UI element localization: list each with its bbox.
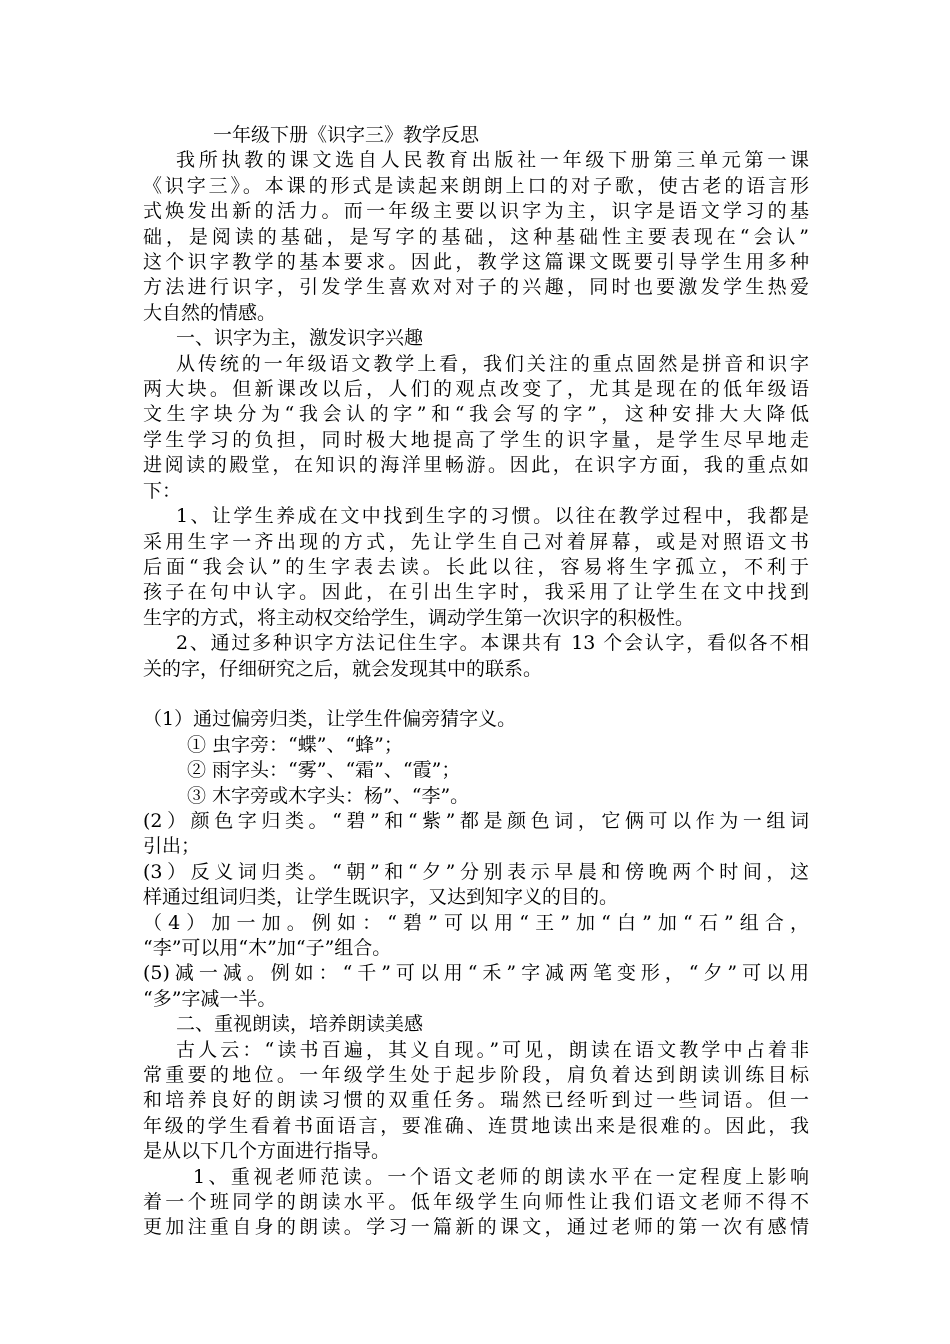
- paragraph-line: 下：: [143, 479, 182, 502]
- paragraph-line: 1、重视老师范读。一个语文老师的朗读水平在一定程度上影响: [193, 1165, 809, 1188]
- paragraph-line: 古人云：“读书百遍，其义自现。”可见，朗读在语文教学中占着非: [176, 1038, 809, 1061]
- list-subitem: ③ 木字旁或木字头：杨”、“李”。: [187, 784, 470, 807]
- list-item: (5)减一减。例如：“千”可以用“禾”字减两笔变形，“夕”可以用: [143, 962, 809, 985]
- section-heading: 二、重视朗读，培养朗读美感: [176, 1013, 424, 1036]
- document-body: [143, 123, 809, 1241]
- list-item: （4）加一加。例如：“碧”可以用“王”加“白”加“石”组合，: [143, 911, 809, 934]
- list-subitem: ② 雨字头：“雾”、“霜”、“霞”；: [187, 759, 461, 782]
- paragraph-line: 关的字，仔细研究之后，就会发现其中的联系。: [143, 657, 543, 680]
- paragraph-line: 生字的方式，将主动权交给学生，调动学生第一次识字的积极性。: [143, 606, 695, 629]
- section-heading: 一、识字为主，激发识字兴趣: [176, 327, 424, 350]
- paragraph-line: 进阅读的殿堂，在知识的海洋里畅游。因此，在识字方面，我的重点如: [143, 454, 809, 477]
- paragraph-line: 两大块。但新课改以后，人们的观点改变了，尤其是现在的低年级语: [143, 378, 809, 401]
- list-item: 引出；: [143, 835, 201, 858]
- paragraph-line: 文生字块分为“我会认的字”和“我会写的字”，这种安排大大降低: [143, 403, 809, 426]
- blank-line: [143, 682, 809, 707]
- paragraph-line: 《识字三》。本课的形式是读起来朗朗上口的对子歌，使古老的语言形: [143, 174, 809, 197]
- paragraph-line: 从传统的一年级语文教学上看，我们关注的重点固然是拼音和识字: [176, 352, 809, 375]
- list-item: 样通过组词归类，让学生既识字，又达到知字义的目的。: [143, 886, 619, 909]
- list-item: （1）通过偏旁归类，让学生件偏旁猜字义。: [143, 708, 517, 731]
- list-subitem: ① 虫字旁：“蝶”、“蜂”；: [187, 733, 403, 756]
- paragraph-line: 和培养良好的朗读习惯的双重任务。瑞然已经听到过一些词语。但一: [143, 1089, 809, 1112]
- paragraph-line: 础，是阅读的基础，是写字的基础，这种基础性主要表现在“会认”: [143, 225, 809, 248]
- paragraph-line: 常重要的地位。一年级学生处于起步阶段，肩负着达到朗读训练目标: [143, 1064, 809, 1087]
- list-item: (2）颜色字归类。“碧”和“紫”都是颜色词，它俩可以作为一组词: [143, 809, 809, 832]
- paragraph-line: 采用生字一齐出现的方式，先让学生自己对着屏幕，或是对照语文书: [143, 530, 809, 553]
- paragraph-line: 大自然的情感。: [143, 301, 277, 324]
- paragraph-line: 后面“我会认”的生字表去读。长此以往，容易将生字孤立，不利于: [143, 555, 809, 578]
- paragraph-line: 我所执教的课文选自人民教育出版社一年级下册第三单元第一课: [176, 149, 809, 172]
- paragraph-line: 孩子在句中认字。因此，在引出生字时，我采用了让学生在文中找到: [143, 581, 809, 604]
- list-item: “李”可以用“木”加“子”组合。: [143, 936, 392, 959]
- paragraph-line: 式焕发出新的活力。而一年级主要以识字为主，识字是语文学习的基: [143, 200, 809, 223]
- list-item: (3）反义词归类。“朝”和“夕”分别表示早晨和傍晚两个时间，这: [143, 860, 809, 883]
- document-title: 一年级下册《识字三》教学反思: [213, 124, 480, 146]
- paragraph-line: 1、让学生养成在文中找到生字的习惯。以往在教学过程中，我都是: [176, 505, 809, 528]
- paragraph-line: 着一个班同学的朗读水平。低年级学生向师性让我们语文老师不得不: [143, 1191, 809, 1214]
- paragraph-line: 这个识字教学的基本要求。因此，教学这篇课文既要引导学生用多种: [143, 251, 809, 274]
- paragraph-line: 2、通过多种识字方法记住生字。本课共有 13 个会认字，看似各不相: [176, 632, 809, 655]
- paragraph-line: 方法进行识字，引发学生喜欢对对子的兴趣，同时也要激发学生热爱: [143, 276, 809, 299]
- paragraph-line: 更加注重自身的朗读。学习一篇新的课文，通过老师的第一次有感情: [143, 1216, 809, 1239]
- paragraph-line: 年级的学生看着书面语言，要准确、连贯地读出来是很难的。因此，我: [143, 1114, 809, 1137]
- paragraph-line: 是从以下几个方面进行指导。: [143, 1140, 391, 1163]
- paragraph-line: 学生学习的负担，同时极大地提高了学生的识字量，是学生尽早地走: [143, 428, 809, 451]
- list-item: “多”字减一半。: [143, 987, 277, 1010]
